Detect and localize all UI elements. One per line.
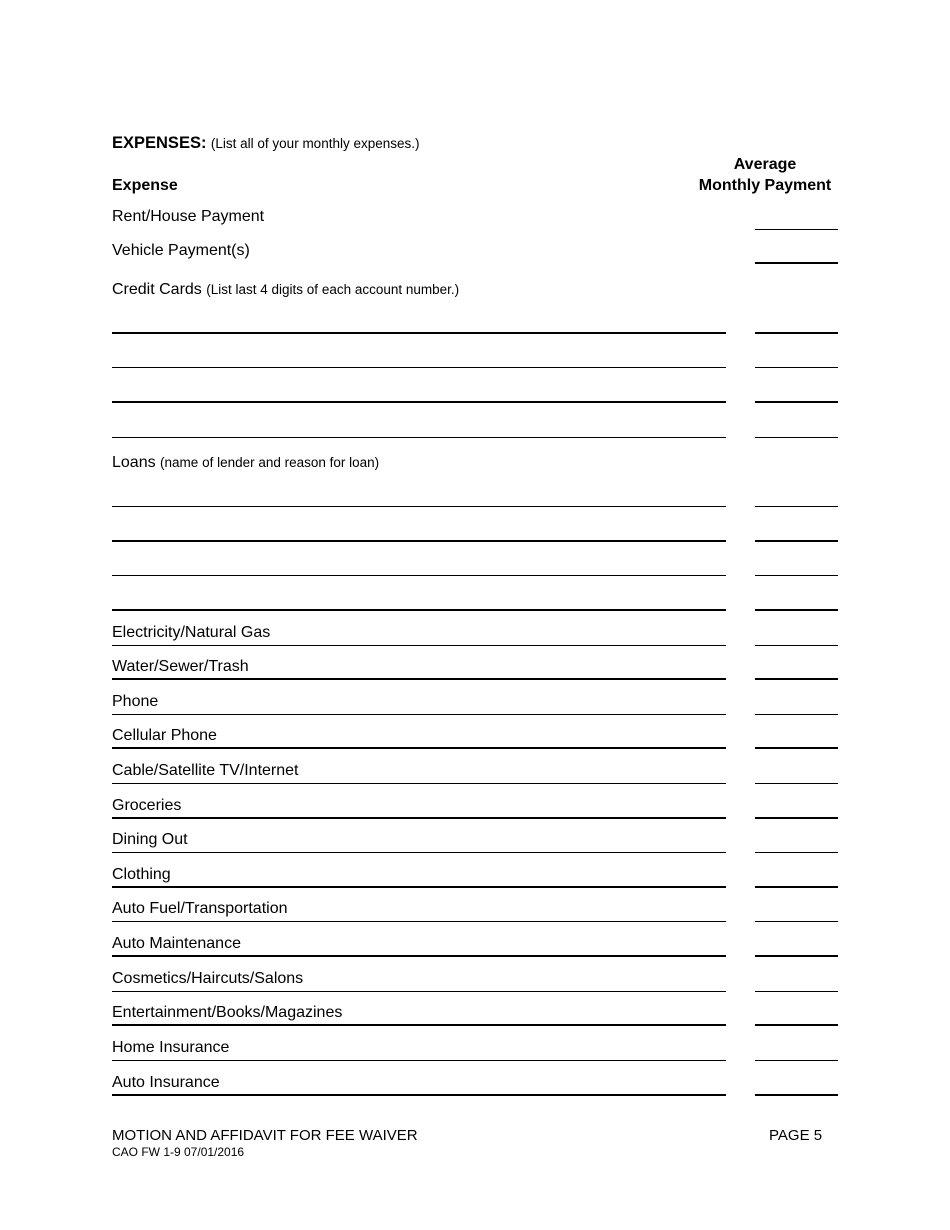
amount-field[interactable]: [755, 1060, 838, 1061]
credit-cards-label: [112, 281, 459, 299]
loans-note: (name of lender and reason for loan): [160, 455, 380, 470]
expense-row-rent: [112, 206, 838, 230]
expense-row-vehicle: [112, 240, 838, 264]
section-instructions: (List all of your monthly expenses.): [210, 136, 420, 151]
expense-row-home-insurance: [112, 1037, 838, 1061]
expense-row-water: [112, 656, 838, 680]
amount-field[interactable]: [755, 1024, 838, 1026]
description-field[interactable]: [112, 609, 726, 611]
expense-row-cosmetics: [112, 968, 838, 992]
description-field[interactable]: [112, 783, 726, 784]
amount-field[interactable]: [755, 783, 838, 784]
amount-field[interactable]: [755, 506, 838, 507]
section-heading: [112, 134, 420, 153]
amount-field[interactable]: [755, 609, 838, 611]
amount-field[interactable]: [755, 955, 838, 957]
description-field[interactable]: [112, 714, 726, 715]
expense-label: Auto Maintenance: [112, 935, 241, 952]
credit-cards-title: Credit Cards: [112, 281, 202, 298]
expense-row-groceries: [112, 795, 838, 819]
loan-row: [112, 518, 838, 542]
expense-row-clothing: [112, 864, 838, 888]
description-field[interactable]: [112, 575, 726, 576]
footer-form-code: CAO FW 1-9 07/01/2016: [112, 1145, 245, 1159]
amount-field[interactable]: [755, 575, 838, 576]
description-field[interactable]: [112, 955, 726, 957]
expense-row-auto-insurance: [112, 1072, 838, 1096]
expense-label: Clothing: [112, 866, 171, 883]
payment-header-line2: Monthly Payment: [698, 177, 832, 194]
description-field[interactable]: [112, 1060, 726, 1061]
description-field[interactable]: [112, 332, 726, 334]
payment-header-line1: Average: [733, 156, 797, 173]
expense-label: Groceries: [112, 797, 182, 814]
expense-row-cable: [112, 760, 838, 784]
credit-card-row: [112, 414, 838, 438]
amount-field[interactable]: [755, 991, 838, 992]
amount-field[interactable]: [755, 852, 838, 853]
expense-label: Entertainment/Books/Magazines: [112, 1004, 343, 1021]
description-field[interactable]: [112, 991, 726, 992]
payment-column-header: [690, 154, 840, 196]
expense-row-electricity: [112, 622, 838, 646]
expense-label: Vehicle Payment(s): [112, 242, 250, 259]
loans-label: [112, 454, 379, 472]
credit-card-row: [112, 379, 838, 403]
description-field[interactable]: [112, 367, 726, 368]
page-number: PAGE 5: [769, 1127, 823, 1144]
description-field[interactable]: [112, 678, 726, 680]
amount-field[interactable]: [755, 714, 838, 715]
amount-field[interactable]: [755, 645, 838, 646]
expense-label: Water/Sewer/Trash: [112, 658, 249, 675]
amount-field[interactable]: [755, 332, 838, 334]
expense-label: Cellular Phone: [112, 727, 217, 744]
amount-field[interactable]: [755, 401, 838, 403]
description-field[interactable]: [112, 437, 726, 438]
description-field[interactable]: [112, 852, 726, 853]
footer-form-title: MOTION AND AFFIDAVIT FOR FEE WAIVER: [112, 1127, 418, 1144]
expense-row-auto-fuel: [112, 898, 838, 922]
amount-field[interactable]: [755, 886, 838, 888]
description-field[interactable]: [112, 1024, 726, 1026]
expense-column-header: Expense: [112, 177, 178, 194]
description-field[interactable]: [112, 1094, 726, 1096]
amount-field[interactable]: [755, 1094, 838, 1096]
expense-row-phone: [112, 691, 838, 715]
expense-label: Electricity/Natural Gas: [112, 624, 271, 641]
credit-card-row: [112, 310, 838, 334]
expense-label: Auto Fuel/Transportation: [112, 900, 288, 917]
expense-label: Cosmetics/Haircuts/Salons: [112, 970, 304, 987]
amount-field[interactable]: [755, 817, 838, 819]
description-field[interactable]: [112, 886, 726, 888]
description-field[interactable]: [112, 645, 726, 646]
expense-label: Auto Insurance: [112, 1074, 220, 1091]
expense-row-dining: [112, 829, 838, 853]
description-field[interactable]: [112, 540, 726, 542]
expense-row-entertainment: [112, 1002, 838, 1026]
description-field[interactable]: [112, 506, 726, 507]
credit-card-row: [112, 344, 838, 368]
credit-cards-note: (List last 4 digits of each account number.): [206, 282, 460, 297]
loan-row: [112, 483, 838, 507]
loan-row: [112, 587, 838, 611]
expense-label: Rent/House Payment: [112, 208, 265, 225]
amount-field[interactable]: [755, 262, 838, 264]
expense-label: Phone: [112, 693, 159, 710]
amount-field[interactable]: [755, 921, 838, 922]
section-title: EXPENSES:: [112, 134, 207, 152]
amount-field[interactable]: [755, 747, 838, 749]
expense-row-auto-maintenance: [112, 933, 838, 957]
expense-label: Cable/Satellite TV/Internet: [112, 762, 299, 779]
amount-field[interactable]: [755, 678, 838, 680]
expense-label: Dining Out: [112, 831, 188, 848]
loans-title: Loans: [112, 454, 156, 471]
amount-field[interactable]: [755, 437, 838, 438]
expense-label: Home Insurance: [112, 1039, 230, 1056]
loan-row: [112, 552, 838, 576]
expense-row-cellular: [112, 725, 838, 749]
amount-field[interactable]: [755, 540, 838, 542]
description-field[interactable]: [112, 401, 726, 403]
description-field[interactable]: [112, 747, 726, 749]
amount-field[interactable]: [755, 229, 838, 230]
description-field[interactable]: [112, 921, 726, 922]
description-field[interactable]: [112, 817, 726, 819]
amount-field[interactable]: [755, 367, 838, 368]
